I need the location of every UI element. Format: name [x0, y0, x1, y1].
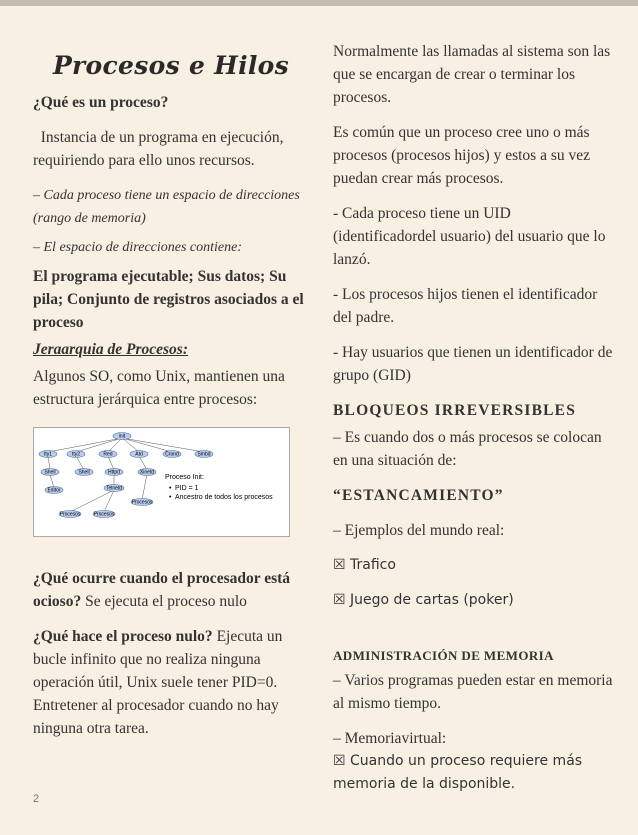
- parent-id-paragraph: - Los procesos hijos tienen el identificador del padre.: [333, 286, 598, 326]
- deadlock-heading: BLOQUEOS IRREVERSIBLES: [333, 402, 577, 419]
- tree-node: Shell: [44, 469, 56, 476]
- tree-node: tty1: [43, 451, 53, 458]
- process-tree-diagram: [33, 427, 290, 537]
- tree-node: Atd: [135, 451, 143, 458]
- init-info-ancestor: Ancestro de todos los procesos: [175, 494, 273, 501]
- init-info-title: Proceso Init:: [165, 474, 204, 481]
- virtual-memory-item: ☒ Cuando un proceso requiere más memoria de la disponible.: [333, 753, 583, 792]
- tree-node: Procesos: [59, 511, 81, 518]
- page-number: 2: [33, 793, 40, 805]
- process-hierarchy-heading: Jeraarquia de Procesos:: [33, 341, 188, 358]
- tree-node: Shell: [78, 469, 90, 476]
- init-info-bullet: •: [169, 485, 172, 492]
- memory-multiprogramming: – Varios programas pueden estar en memoria al mismo tiempo.: [333, 672, 613, 712]
- idle-question: ¿Qué ocurre cuando el procesador está ocioso?: [33, 570, 291, 610]
- tree-node: Red: [103, 451, 113, 458]
- idle-question-paragraph: [33, 567, 309, 613]
- tree-node: Crond: [165, 451, 179, 458]
- process-hierarchy-text: Algunos SO, como Unix, mantienen una estructura jerárquica entre procesos:: [33, 368, 285, 408]
- top-rule: [0, 0, 638, 6]
- null-process-question: ¿Qué hace el proceso nulo?: [33, 628, 213, 645]
- tree-node: Smbd: [197, 451, 211, 458]
- tree-node: Editor: [47, 487, 61, 494]
- gid-paragraph: - Hay usuarios que tienen un identificador de grupo (GID): [333, 344, 613, 384]
- real-world-examples: – Ejemplos del mundo real:: [333, 522, 505, 539]
- address-space-note: – Cada proceso tiene un espacio de direcciones (rango de memoria): [33, 188, 300, 226]
- idle-answer: Se ejecuta el proceso nulo: [81, 593, 247, 610]
- right-column: [333, 40, 613, 808]
- null-process-answer: Ejecuta un bucle infinito que no realiza ninguna operación útil, Unix suele tener PID=0. Entretener al procesador cuando no hay ninguna otra tarea.: [33, 628, 283, 737]
- tree-node-root: init: [118, 433, 126, 440]
- init-info-bullet: •: [169, 494, 172, 501]
- null-process-paragraph: [33, 625, 309, 740]
- process-definition: Instancia de un programa en ejecución, requiriendo para ello unos recursos.: [33, 129, 288, 169]
- deadlock-definition: – Es cuando dos o más procesos se colocan en una situación de:: [333, 429, 602, 469]
- tree-node: Procesos: [131, 499, 153, 506]
- tree-node: Httpd: [108, 469, 120, 476]
- tree-node: Procesos: [93, 511, 115, 518]
- left-column: [33, 40, 309, 752]
- child-processes-paragraph: Es común que un proceso cree uno o más procesos (procesos hijos) y estos a su vez puedan crear más procesos.: [333, 124, 590, 187]
- address-space-contents: El programa ejecutable; Sus datos; Su pila; Conjunto de registros asociados a el proceso: [33, 268, 304, 331]
- example-poker: ☒ Juego de cartas (poker): [333, 592, 514, 608]
- example-traffic: ☒ Trafico: [333, 557, 396, 573]
- virtual-memory-label: – Memoriavirtual:: [333, 730, 447, 747]
- memory-management-heading: ADMINISTRACIÓN DE MEMORIA: [333, 648, 554, 663]
- stalemate-heading: “ESTANCAMIENTO”: [333, 487, 504, 504]
- question-what-is-process: ¿Qué es un proceso?: [33, 94, 169, 111]
- init-info-pid: PID = 1: [175, 485, 199, 492]
- syscall-paragraph: Normalmente las llamadas al sistema son las que se encargan de crear o terminar los procesos.: [333, 43, 611, 106]
- page-title: Procesos e Hilos: [52, 51, 290, 80]
- address-space-contents-note: – El espacio de direcciones contiene:: [33, 240, 243, 255]
- tree-node: Telnetd: [105, 485, 123, 492]
- tree-node: Xinetd: [139, 469, 155, 476]
- tree-node: tty2: [71, 451, 81, 458]
- uid-paragraph: - Cada proceso tiene un UID (identificadordel usuario) del usuario que lo lanzó.: [333, 205, 606, 268]
